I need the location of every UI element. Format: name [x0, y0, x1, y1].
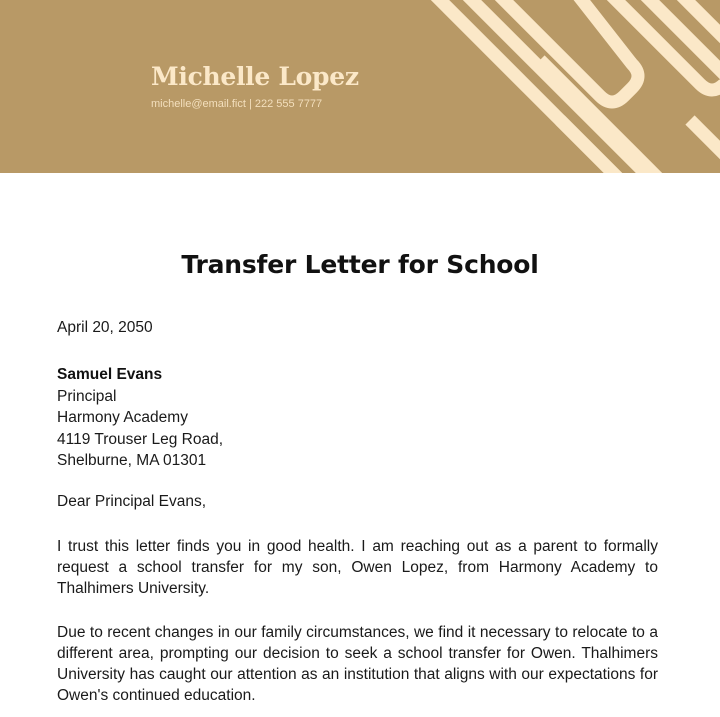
recipient-city: Shelburne, MA 01301: [57, 452, 207, 469]
salutation: Dear Principal Evans,: [57, 493, 207, 510]
letter-title: Transfer Letter for School: [181, 250, 539, 279]
letter-date: April 20, 2050: [57, 319, 153, 336]
recipient-position: Principal: [57, 387, 117, 405]
sender-name: Michelle Lopez: [151, 62, 359, 91]
body-paragraph: Due to recent changes in our family circumstances, we find it necessary to relocate to a different area, prompting our decision to seek a school transfer for Owen. Thalhimers University has caught our attention as an institution that aligns with our expectations for Owen's continued education.: [57, 624, 658, 704]
recipient-organization: Harmony Academy: [57, 409, 188, 426]
recipient-name: Samuel Evans: [57, 366, 163, 383]
body-paragraph: I trust this letter finds you in good health. I am reaching out as a parent to formally request a school transfer for my son, Owen Lopez, from Harmony Academy to Thalhimers University.: [57, 538, 658, 597]
decorative-stripes: [0, 0, 720, 173]
sender-contact: michelle@email.fict | 222 555 7777: [151, 98, 323, 110]
letterhead-banner: [0, 0, 720, 173]
recipient-block: [57, 364, 223, 472]
recipient-street: 4119 Trouser Leg Road,: [57, 430, 224, 448]
